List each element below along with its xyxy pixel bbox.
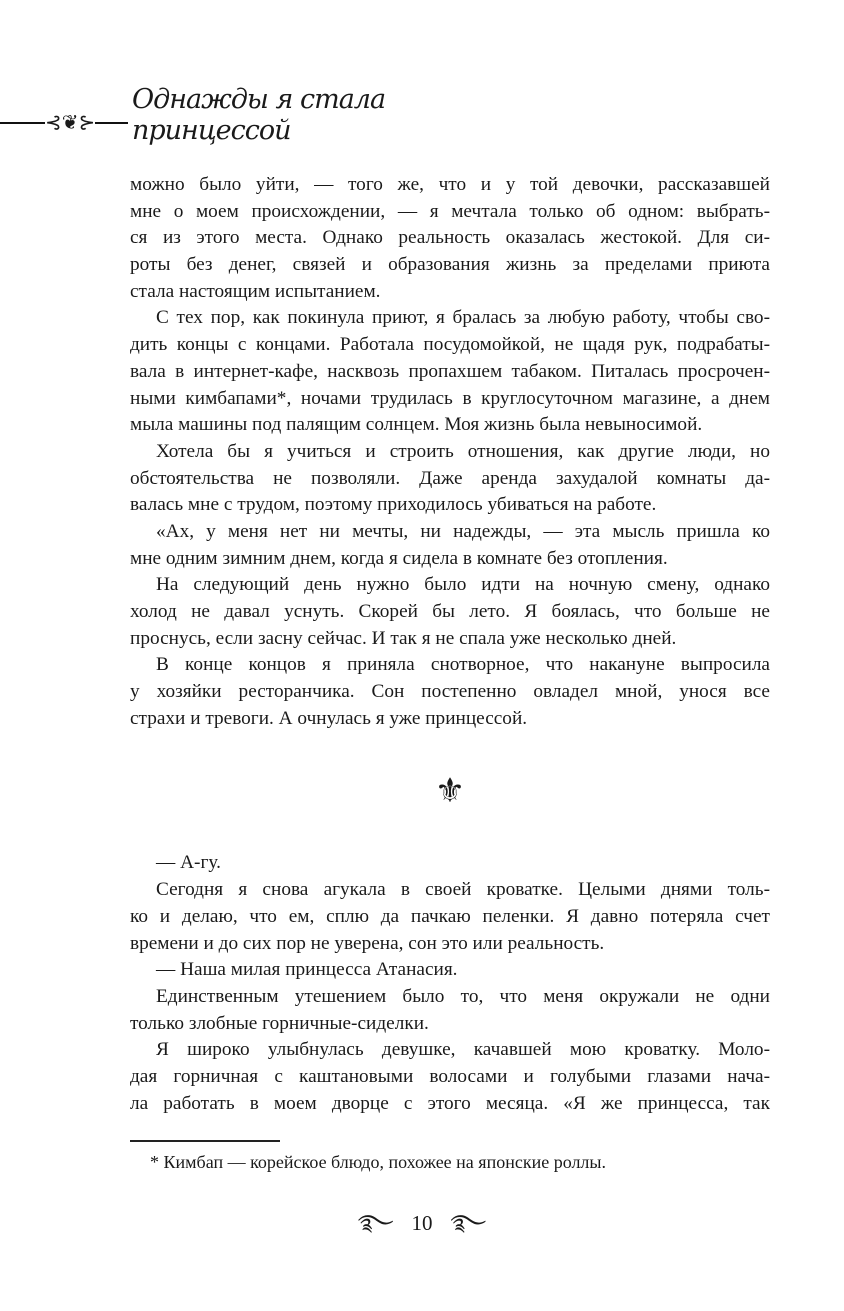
page-body <box>130 172 770 1117</box>
book-title: Однажды я стала принцессой <box>128 84 480 146</box>
text-line: дая горничная с каштановыми волосами и голубыми глазами нача- <box>130 1065 770 1087</box>
text-line: мне одним зимним днем, когда я сидела в комнате без отопления. <box>130 547 668 569</box>
paragraph <box>130 1037 770 1117</box>
section-break-fleuron-icon: ⚜ <box>434 773 466 811</box>
text-line: валась мне с трудом, поэтому приходилось убиваться на работе. <box>130 494 657 516</box>
page-number: 10 <box>411 1211 433 1235</box>
text-line: — А-гу. <box>156 852 221 874</box>
paragraph <box>130 850 770 877</box>
text-line: вала в интернет-кафе, насквозь пропахшем табаком. Питалась просрочен- <box>130 360 770 382</box>
text-line: Я широко улыбнулась девушке, качавшей мою кроватку. Моло- <box>156 1039 770 1061</box>
text-line: страхи и тревоги. А очнулась я уже принцессой. <box>130 707 528 729</box>
ornament-right-icon: ࿐ <box>450 1210 487 1235</box>
text-line: можно было уйти, — того же, что и у той девочки, рассказавшей <box>130 174 770 195</box>
paragraph <box>130 519 770 572</box>
running-header <box>0 60 480 150</box>
paragraph <box>130 572 770 652</box>
paragraph <box>130 172 770 305</box>
text-line: обстоятельства не позволяли. Даже аренда захудалой комнаты да- <box>130 467 770 489</box>
text-line: роты без денег, связей и образования жизнь за пределами приюта <box>130 254 770 276</box>
text-line: С тех пор, как покинула приют, я бралась за любую работу, чтобы сво- <box>156 307 770 329</box>
paragraph <box>130 957 770 984</box>
paragraph <box>130 305 770 438</box>
paragraph <box>130 984 770 1037</box>
text-line: Сегодня я снова агукала в своей кроватке. Целыми днями толь- <box>156 879 770 901</box>
text-line: стала настоящим испытанием. <box>130 280 381 302</box>
text-line: мне о моем происхождении, — я мечтала только об одном: выбрать- <box>130 200 770 222</box>
text-line: Хотела бы я учиться и строить отношения, как другие люди, но <box>156 440 770 462</box>
text-line: холод не давал уснуть. Скорей бы лето. Я боялась, что больше не <box>130 601 770 622</box>
page-footer <box>0 1198 844 1260</box>
text-line: ся из этого места. Однако реальность оказалась жестокой. Для си- <box>130 227 770 249</box>
text-line: Единственным утешением было то, что меня окружали не одни <box>156 985 770 1007</box>
paragraph <box>130 877 770 957</box>
text-line: «Ах, у меня нет ни мечты, ни надежды, — эта мысль пришла ко <box>156 520 770 542</box>
text-line: На следующий день нужно было идти на ночную смену, однако <box>156 574 770 596</box>
text-line: только злобные горничные-сиделки. <box>130 1012 429 1034</box>
text-line: мыла машины под палящим солнцем. Моя жизнь была невыносимой. <box>130 414 703 436</box>
text-line: В конце концов я приняла снотворное, что накануне выпросила <box>156 654 770 676</box>
footnote: * Кимбап — корейское блюдо, похожее на японские роллы. <box>150 1152 607 1172</box>
text-line: ко и делаю, что ем, сплю да пачкаю пеленки. Я давно потеряла счет <box>130 905 770 927</box>
footnote-rule <box>130 1140 280 1142</box>
text-line: ными кимбапами*, ночами трудилась в круглосуточном магазине, а днем <box>130 387 770 409</box>
paragraph <box>130 439 770 519</box>
ornament-left-icon: ࿐ <box>357 1210 394 1235</box>
text-line: проснусь, если засну сейчас. И так я не спала уже несколько дней. <box>130 627 677 649</box>
paragraph <box>130 652 770 732</box>
text-line: у хозяйки ресторанчика. Сон постепенно овладел мной, унося все <box>130 681 770 703</box>
text-line: ла работать в моем дворце с этого месяца. «Я же принцесса, так <box>130 1092 770 1114</box>
ornament-icon: ⊰❦⊱ <box>45 112 96 134</box>
text-line: дить концы с концами. Работала посудомойкой, не щадя рук, подрабаты- <box>130 334 770 356</box>
text-line: — Наша милая принцесса Атанасия. <box>156 959 458 981</box>
text-line: времени и до сих пор не уверена, сон это или реальность. <box>130 932 605 954</box>
